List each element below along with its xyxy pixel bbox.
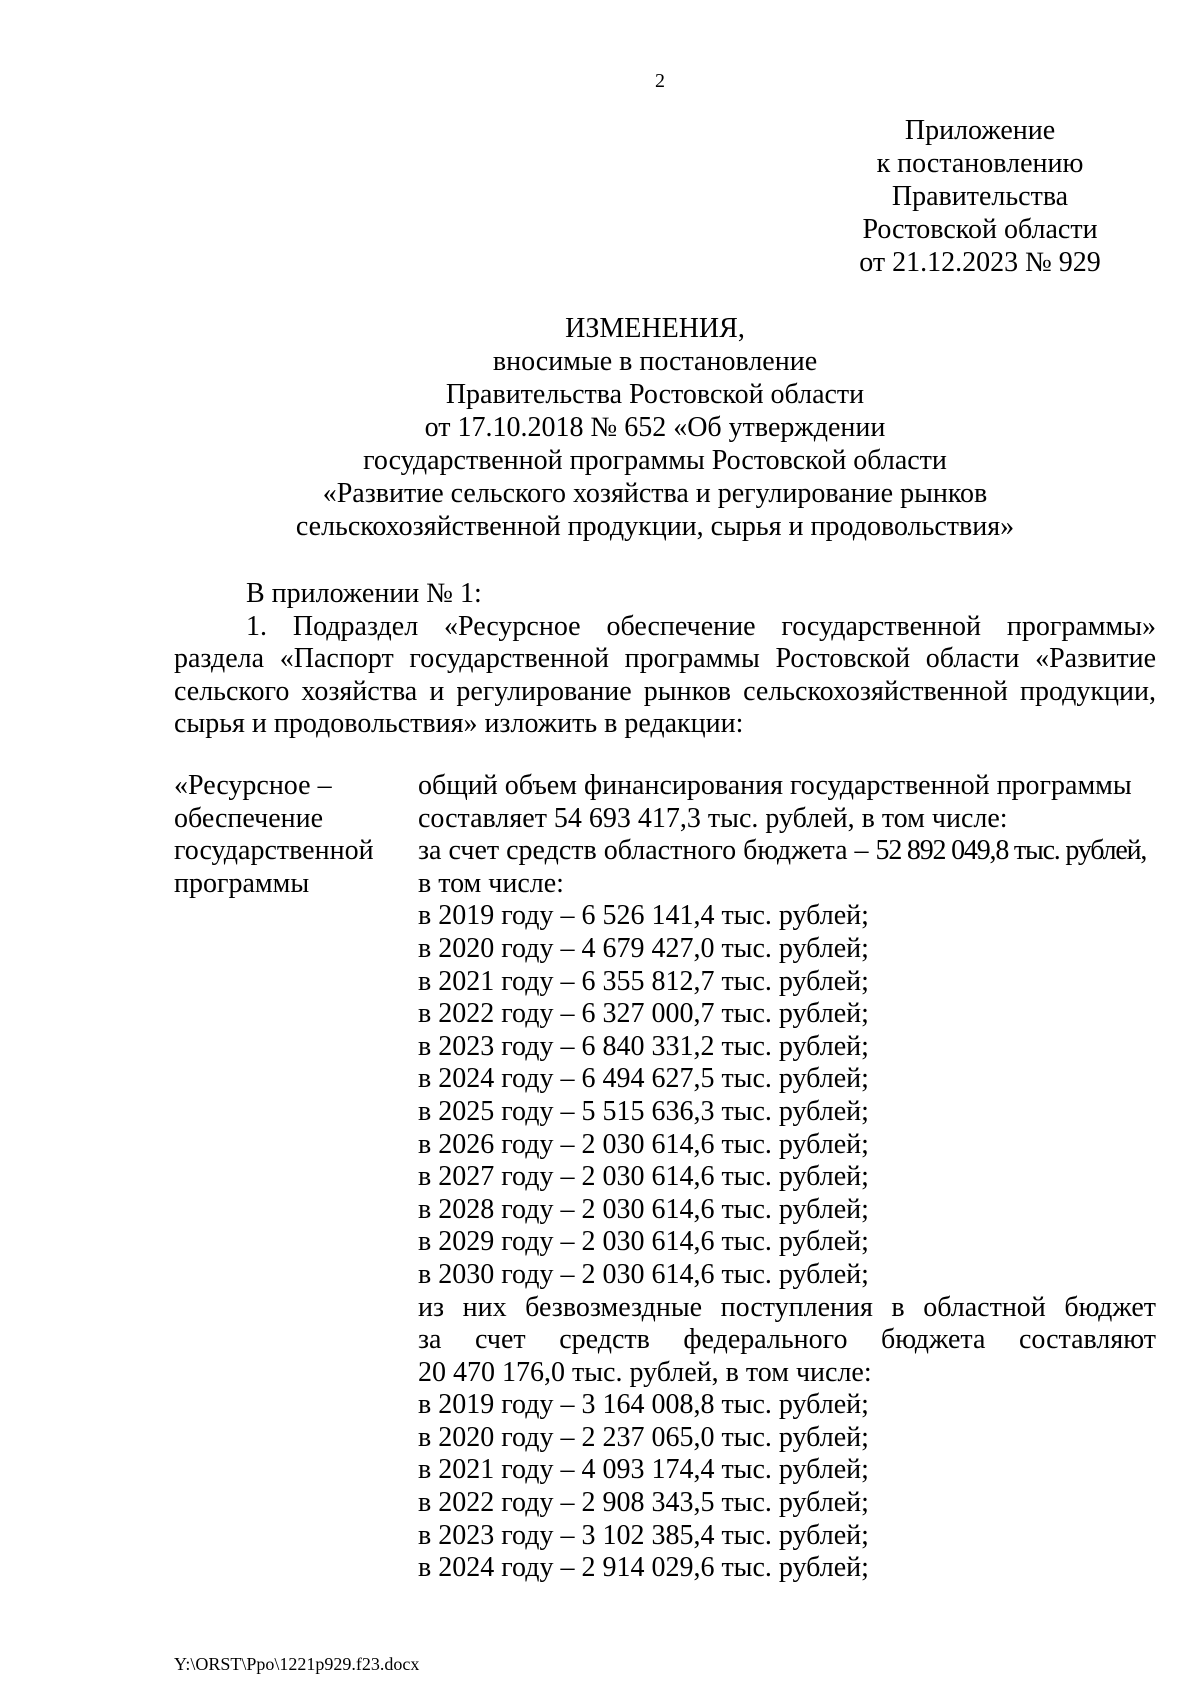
year-line: в 2025 году – 5 515 636,3 тыс. рублей; (418, 1095, 869, 1127)
regional-line: в том числе: (418, 867, 564, 899)
year-line: в 2022 году – 6 327 000,7 тыс. рублей; (418, 998, 869, 1030)
year-line: в 2024 году – 6 494 627,5 тыс. рублей; (418, 1063, 869, 1095)
document-heading (150, 312, 1160, 543)
appendix-line: к постановлению (876, 148, 1084, 179)
paragraph-line: раздела «Паспорт государственной программы Ростовской области «Развитие (174, 643, 1156, 674)
page-number: 2 (655, 70, 665, 92)
heading-line: Правительства Ростовской области (445, 379, 865, 410)
year-line: в 2020 году – 2 237 065,0 тыс. рублей; (418, 1421, 869, 1453)
year-line: в 2021 году – 6 355 812,7 тыс. рублей; (418, 965, 869, 997)
regional-amount: 52 892 049,8 тыс. рублей, (875, 835, 1147, 867)
label-line: обеспечение (174, 802, 324, 834)
paragraph-line: сельского хозяйства и регулирование рынков сельскохозяйственной продукции, (174, 675, 1156, 707)
year-line: в 2027 году – 2 030 614,6 тыс. рублей; (418, 1161, 869, 1193)
year-line: в 2024 году – 2 914 029,6 тыс. рублей; (418, 1552, 869, 1584)
heading-title: ИЗМЕНЕНИЯ, (565, 313, 745, 344)
resource-content-cell (418, 770, 1156, 1585)
label-line: «Ресурсное – (174, 770, 332, 801)
paragraph-line: сырья и продовольствия» изложить в редакции: (174, 708, 744, 739)
heading-line: от 17.10.2018 № 652 «Об утверждении (424, 412, 886, 443)
year-line: в 2023 году – 3 102 385,4 тыс. рублей; (418, 1519, 869, 1551)
appendix-line: Правительства (891, 181, 1069, 212)
year-line: в 2020 году – 4 679 427,0 тыс. рублей; (418, 932, 869, 964)
year-line: в 2026 году – 2 030 614,6 тыс. рублей; (418, 1128, 869, 1160)
year-line: в 2030 году – 2 030 614,6 тыс. рублей; (418, 1258, 869, 1290)
label-line: программы (174, 867, 310, 899)
regional-line (418, 835, 1156, 868)
heading-line: вносимые в постановление (492, 346, 818, 377)
intro-section (174, 578, 1156, 741)
file-path-footer: Y:\ORST\Ppo\1221p929.f23.docx (174, 1654, 420, 1674)
appendix-block (820, 114, 1140, 279)
year-line: в 2021 году – 4 093 174,4 тыс. рублей; (418, 1454, 869, 1486)
heading-line: сельскохозяйственной продукции, сырья и продовольствия» (295, 511, 1015, 542)
federal-line: из них безвозмездные поступления в областной бюджет (418, 1291, 1156, 1323)
federal-line: 20 470 176,0 тыс. рублей, в том числе: (418, 1356, 872, 1388)
year-line: в 2022 году – 2 908 343,5 тыс. рублей; (418, 1487, 869, 1519)
year-line: в 2028 году – 2 030 614,6 тыс. рублей; (418, 1193, 869, 1225)
total-line: составляет 54 693 417,3 тыс. рублей, в том числе: (418, 802, 1008, 834)
year-line: в 2029 году – 2 030 614,6 тыс. рублей; (418, 1226, 869, 1258)
year-line: в 2019 году – 6 526 141,4 тыс. рублей; (418, 900, 869, 932)
year-line: в 2023 году – 6 840 331,2 тыс. рублей; (418, 1030, 869, 1062)
heading-line: государственной программы Ростовской области (363, 445, 947, 476)
appendix-line: Приложение (904, 115, 1056, 146)
paragraph-line: 1. Подраздел «Ресурсное обеспечение государственной программы» (246, 610, 1156, 642)
appendix-line: Ростовской области (862, 214, 1098, 245)
total-line: общий объем финансирования государственной программы (418, 770, 1132, 801)
appendix-line: от 21.12.2023 № 929 (859, 247, 1101, 278)
regional-text: за счет средств областного бюджета – (418, 835, 876, 867)
heading-line: «Развитие сельского хозяйства и регулирование рынков (322, 478, 988, 509)
label-line: государственной (174, 835, 374, 867)
resource-label-cell (174, 770, 404, 900)
federal-line: за счет средств федерального бюджета составляют (418, 1324, 1156, 1356)
intro-line: В приложении № 1: (246, 578, 482, 609)
year-line: в 2019 году – 3 164 008,8 тыс. рублей; (418, 1389, 869, 1421)
